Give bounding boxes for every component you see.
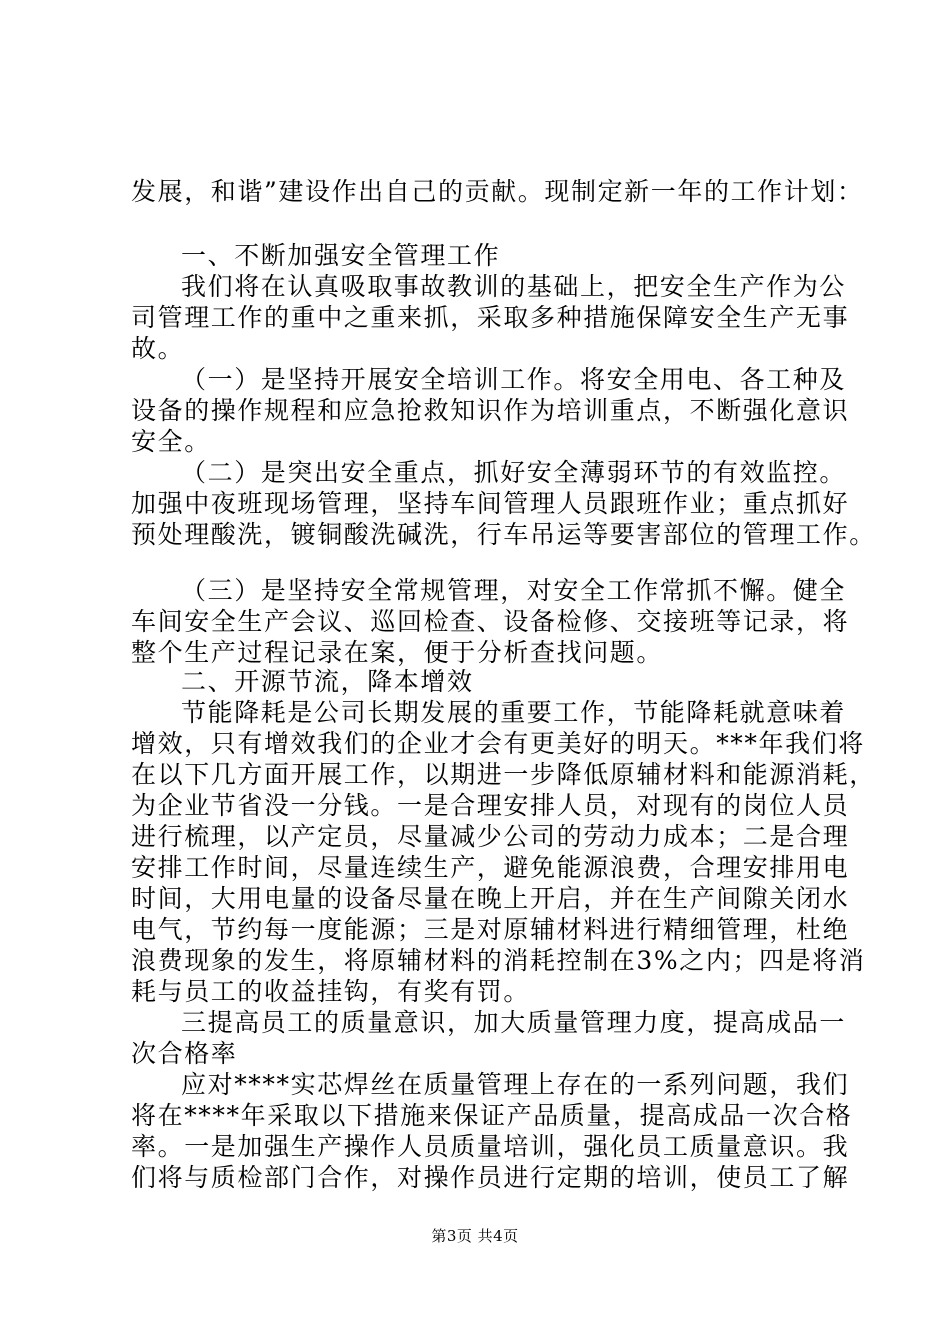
heading-text: 次合格率 — [131, 1039, 238, 1068]
text-line: （二）是突出安全重点，抓好安全薄弱环节的有效监控。 — [181, 458, 847, 487]
paragraph-section-1 — [131, 271, 850, 364]
text-line: （三）是坚持安全常规管理，对安全工作常抓不懈。健全 — [181, 576, 847, 605]
section-heading-1 — [131, 240, 831, 271]
text-line: 浪费现象的发生，将原辅材料的消耗控制在3%之内；四是将消 — [131, 946, 866, 975]
paragraph-section-2 — [131, 697, 876, 1007]
text-line: 加强中夜班现场管理，坚持车间管理人员跟班作业；重点抓好 — [131, 489, 850, 518]
section-heading-3 — [131, 1007, 847, 1069]
paragraph-item-2 — [131, 457, 876, 550]
text-line: 率。一是加强生产操作人员质量培训，强化员工质量意识。我 — [131, 1132, 850, 1161]
paragraph-intro — [131, 176, 864, 207]
paragraph-item-3 — [131, 575, 850, 668]
text-line: 在以下几方面开展工作，以期进一步降低原辅材料和能源消耗， — [131, 760, 876, 789]
text-line: 们将与质检部门合作，对操作员进行定期的培训，使员工了解 — [131, 1163, 850, 1192]
text-line: 节能降耗是公司长期发展的重要工作，节能降耗就意味着 — [181, 698, 847, 727]
text-line: 为企业节省没一分钱。一是合理安排人员，对现有的岗位人员 — [131, 791, 850, 820]
text-line: （一）是坚持开展安全培训工作。将安全用电、各工种及 — [181, 365, 847, 394]
text-line: 设备的操作规程和应急抢救知识作为培训重点，不断强化意识 — [131, 396, 850, 425]
paragraph-item-1 — [131, 364, 850, 457]
text-line: 安全。 — [131, 427, 211, 456]
heading-text: 三提高员工的质量意识，加大质量管理力度，提高成品一 — [181, 1008, 847, 1037]
text-line: 车间安全生产会议、巡回检查、设备检修、交接班等记录，将 — [131, 607, 850, 636]
heading-text: 二、开源节流，降本增效 — [181, 667, 474, 696]
text-line: 时间，大用电量的设备尽量在晚上开启，并在生产间隙关闭水 — [131, 884, 850, 913]
text-line: 发展，和谐”建设作出自己的贡献。现制定新一年的工作计划： — [131, 177, 864, 206]
text-line: 电气，节约每一度能源；三是对原辅材料进行精细管理，杜绝 — [131, 915, 850, 944]
text-line: 故。 — [131, 334, 185, 363]
text-line: 整个生产过程记录在案，便于分析查找问题。 — [131, 638, 664, 667]
text-line: 我们将在认真吸取事故教训的基础上，把安全生产作为公 — [181, 272, 847, 301]
text-line: 增效，只有增效我们的企业才会有更美好的明天。***年我们将 — [131, 729, 865, 758]
section-heading-2 — [131, 666, 831, 697]
text-line: 应对****实芯焊丝在质量管理上存在的一系列问题，我们 — [181, 1070, 850, 1099]
text-line: 司管理工作的重中之重来抓，采取多种措施保障安全生产无事 — [131, 303, 850, 332]
heading-text: 一、不断加强安全管理工作 — [181, 241, 501, 270]
paragraph-section-3 — [131, 1069, 853, 1193]
text-line: 进行梳理，以产定员，尽量减少公司的劳动力成本；二是合理 — [131, 822, 850, 851]
text-line: 将在****年采取以下措施来保证产品质量，提高成品一次合格 — [131, 1101, 853, 1130]
text-line: 耗与员工的收益挂钩，有奖有罚。 — [131, 977, 531, 1006]
text-line: 预处理酸洗，镀铜酸洗碱洗，行车吊运等要害部位的管理工作。 — [131, 520, 876, 549]
page-number-footer: 第3页 共4页 — [431, 1227, 519, 1245]
text-line: 安排工作时间，尽量连续生产，避免能源浪费，合理安排用电 — [131, 853, 850, 882]
